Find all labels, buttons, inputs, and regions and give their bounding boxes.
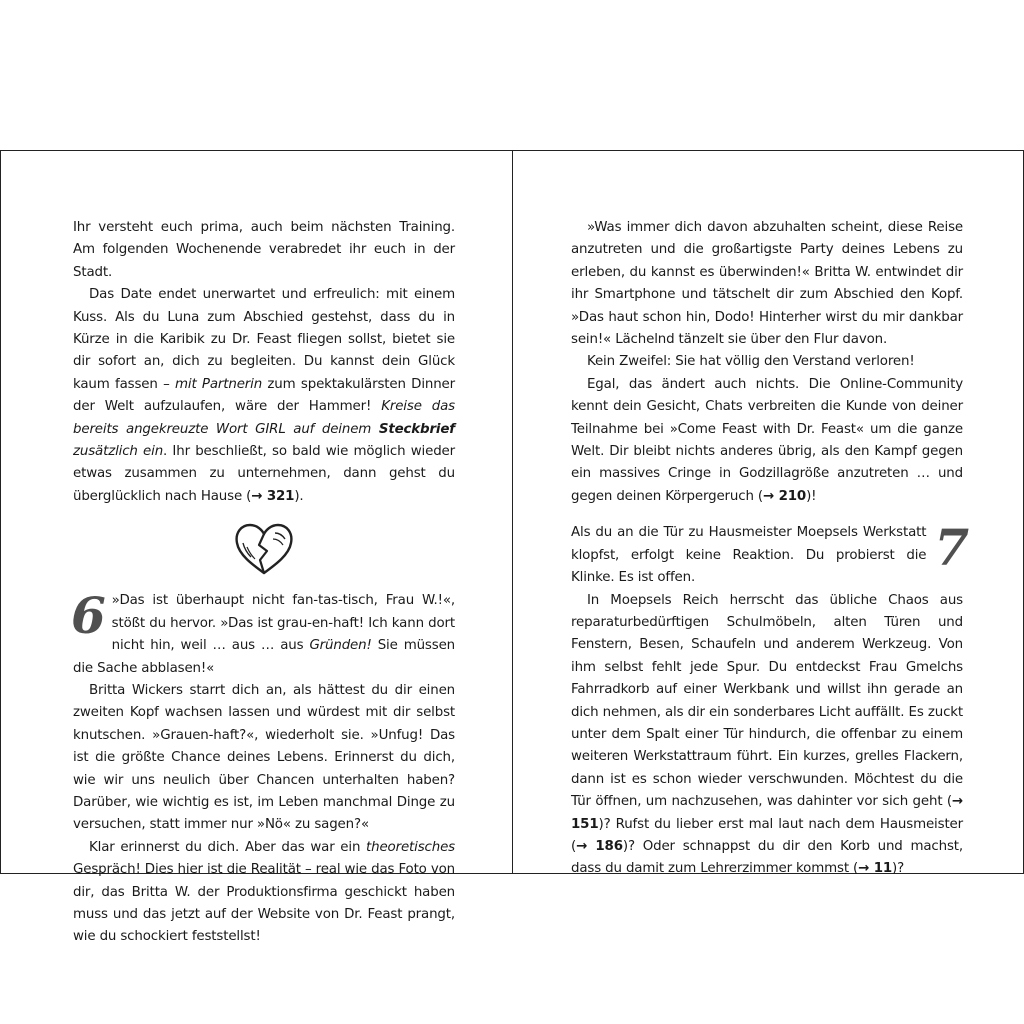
text-run: )? Oder schnappst du dir den Korb und machst, dass du damit zum Lehrerzimmer kommst ( <box>571 838 963 877</box>
text-run: Als du an die Tür zu Hausmeister Moepsels Werkstatt klopfst, erfolgt keine Reaktion. Du probierst die Klinke. Es ist offen. <box>571 525 927 586</box>
text-run: Klar erinnerst du dich. Aber das war ein <box>89 839 367 855</box>
paragraph <box>73 837 455 949</box>
broken-heart-icon <box>233 521 295 577</box>
text-run: . Ihr beschließt, so bald wie möglich wieder etwas zusammen zu unternehmen, dann gehst du überglücklich nach Hause ( <box>73 444 456 504</box>
emphasis-text: Gründen! <box>309 638 372 654</box>
chapter-number: 6 <box>71 586 106 646</box>
section-reference[interactable]: → 151 <box>571 794 963 832</box>
text-run: In Moepsels Reich herrscht das übliche Chaos aus reparaturbedürftigen Schulmöbeln, alten Türen und Fenstern, Besen, Schaufeln und anderem Werkzeug. Von ihm selbst fehlt jede Spur. Du entdeckst Frau Gmelchs Fahrradkorb auf einer Werkbank und willst ihn gerade an dich nehmen, als dir ein sonderbares Licht auffällt. Es zuckt unter dem Spalt einer Tür hindurch, die offenbar zu einem weiteren Werkstattraum führt. Ein kurzes, grelles Flackern, dann ist es schon wieder verschwunden. Möchtest du die Tür öffnen, um nachzusehen, was dahinter vor sich geht ( <box>571 592 963 810</box>
emphasis-text: theoretisches <box>366 839 455 855</box>
paragraph <box>571 374 963 508</box>
right-page <box>512 150 1024 877</box>
text-run: Ihr versteht euch prima, auch beim nächsten Training. Am folgenden Wochenende verabredet ihr euch in der Stadt. <box>73 220 455 280</box>
text-run: )? Rufst du lieber erst mal laut nach dem Hausmeister ( <box>571 816 963 854</box>
paragraph <box>73 217 455 284</box>
paragraph <box>571 351 963 373</box>
instruction-text: zusätzlich ein <box>73 444 164 460</box>
ornament <box>73 514 455 584</box>
section-gap <box>571 508 963 522</box>
section-reference[interactable]: → 210 <box>762 488 807 504</box>
left-text-column <box>73 217 455 949</box>
text-run: ). <box>294 488 304 504</box>
paragraph <box>571 590 963 881</box>
paragraph <box>571 518 969 589</box>
paragraph <box>571 217 963 351</box>
text-run: )? <box>892 861 905 877</box>
text-run: »Was immer dich davon abzuhalten scheint, diese Reise anzutreten und die großartigste Party deines Lebens zu erleben, du kannst es überwinden!« Britta W. entwindet dir ihr Smartphone und tätschelt dir zum Abschied den Kopf. »Das haut schon hin, Dodo! Hinterher wirst du mir dankbar sein!« Lächelnd tänzelt sie über den Flur davon. <box>571 220 963 348</box>
emphasis-text: mit Partnerin <box>175 376 263 392</box>
text-run: »Das ist überhaupt nicht fan-tas-tisch, Frau W.!«, stößt du hervor. »Das ist grau-en-haft! Ich kann dort nicht hin, weil … aus … aus <box>111 593 455 654</box>
text-run: Kein Zweifel: Sie hat völlig den Verstand verloren! <box>587 354 915 370</box>
text-run: Egal, das ändert auch nichts. Die Online-Community kennt dein Gesicht, Chats verbreiten die Kunde von deiner Teilnahme bei »Come Feast with Dr. Feast« um die ganze Welt. Dir bleibt nichts anderes übrig, als den Kampf gegen ein massives Cringe in Godzillagröße anzutreten … und gegen deinen Körpergeruch ( <box>571 376 963 504</box>
paragraph <box>73 284 455 508</box>
paragraph <box>71 586 456 680</box>
section-reference[interactable]: → 186 <box>576 838 623 854</box>
steckbrief-keyword: Steckbrief <box>378 421 455 437</box>
paragraph <box>73 680 455 837</box>
text-run: Sie müssen die Sache abblasen!« <box>73 638 456 676</box>
text-run: )! <box>806 488 817 504</box>
text-run: zum spektakulärsten Dinner der Welt aufzulaufen, wäre der Hammer! <box>73 376 456 415</box>
instruction-text: Kreise das bereits angekreuzte Wort GIRL auf deinem <box>73 399 455 437</box>
text-run: Das Date endet unerwartet und erfreulich: mit einem Kuss. Als du Luna zum Abschied gestehst, dass du in Kürze in die Karibik zu Dr. Feast fliegen sollst, bietet sie dir sofort an, dich zu begleiten. Du kannst dein Glück kaum fassen – <box>73 287 455 392</box>
section-reference[interactable]: → 321 <box>251 488 295 504</box>
text-run: Britta Wickers starrt dich an, als hättest du dir einen zweiten Kopf wachsen lassen und würdest mit dir selbst knutschen. »Grauen-haft?«, wiederholt sie. »Unfug! Das ist die größte Chance deines Lebens. Erinnerst du dich, wie wir uns neulich über Chancen unterhalten haben? Darüber, wie wichtig es ist, im Leben manchmal Dinge zu versuchen, statt immer nur »Nö« zu sagen?« <box>73 682 455 833</box>
chapter-number: 7 <box>934 518 969 578</box>
text-run: Gespräch! Dies hier ist die Realität – real wie das Foto von dir, das Britta W. der Produktionsfirma geschickt haben muss und das jetzt auf der Website von Dr. Feast prangt, wie du schockiert feststellst! <box>73 862 455 945</box>
right-text-column <box>571 217 969 881</box>
section-reference[interactable]: → 11 <box>858 861 893 877</box>
left-page <box>0 150 513 945</box>
